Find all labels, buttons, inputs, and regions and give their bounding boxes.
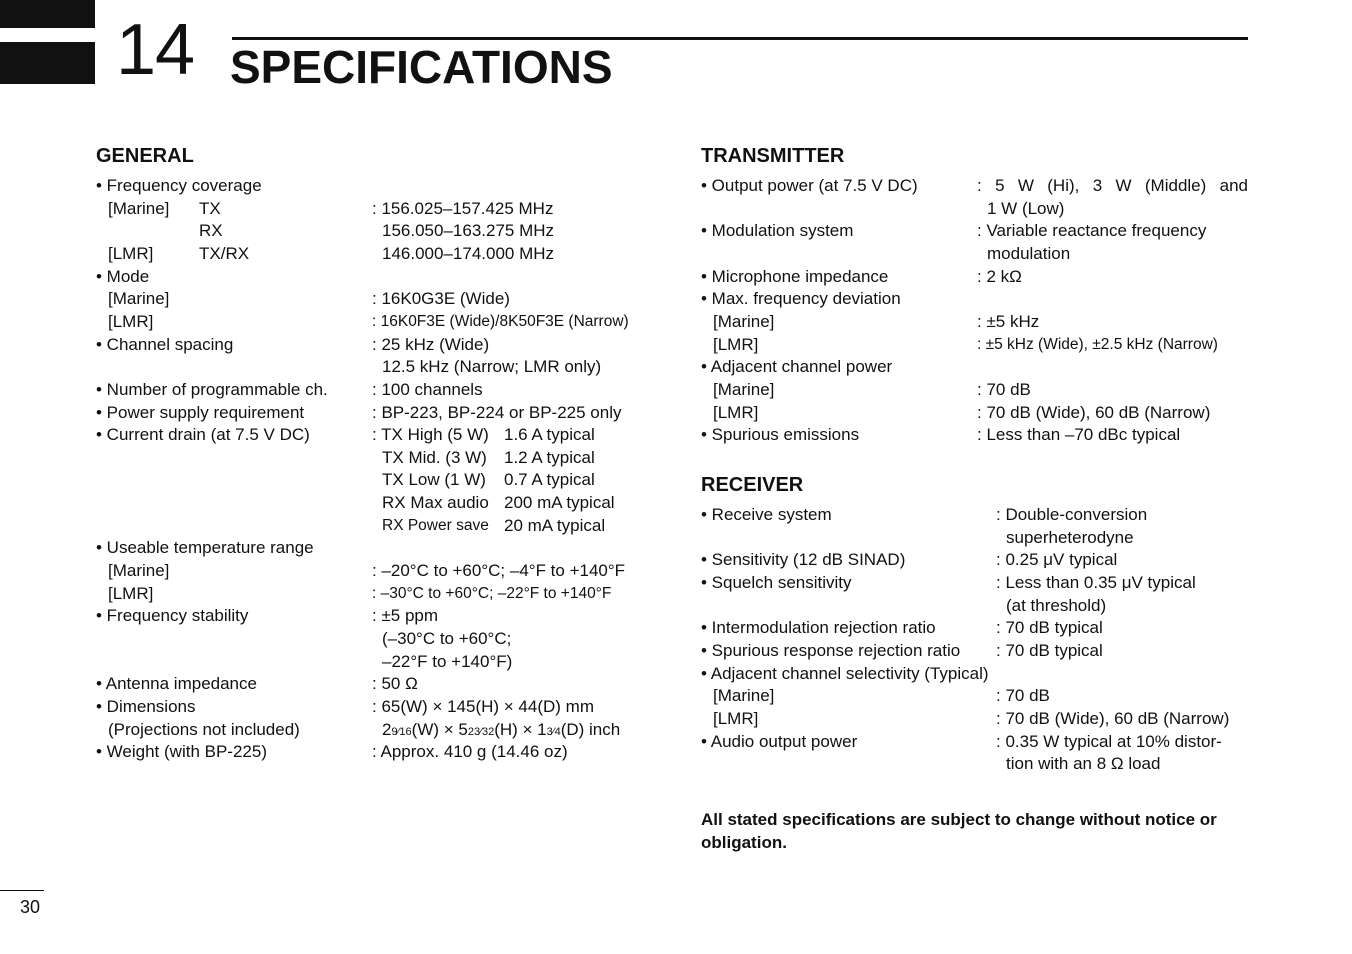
spec-label: • Useable temperature range (96, 538, 314, 557)
receiver-heading: RECEIVER (701, 474, 804, 496)
spec-value: : 70 dB (Wide), 60 dB (Narrow) (977, 403, 1211, 422)
spec-label: • Output power (at 7.5 V DC) (701, 176, 918, 195)
spec-value: : Approx. 410 g (14.46 oz) (372, 742, 568, 761)
spec-value: 156.050–163.275 MHz (382, 221, 555, 240)
spec-value: : Variable reactance frequency (977, 221, 1207, 240)
chapter-number: 14 (116, 10, 195, 90)
current-value: 1.2 A typical (504, 448, 595, 467)
spec-label: [LMR] (108, 584, 154, 603)
spec-label: • Modulation system (701, 221, 854, 240)
spec-label: • Max. frequency deviation (701, 289, 901, 308)
fraction: 23⁄32 (467, 726, 495, 738)
spec-sublabel: TX/RX (199, 244, 250, 263)
spec-label: [LMR] (713, 403, 759, 422)
spec-label: • Intermodulation rejection ratio (701, 618, 936, 637)
current-mode: RX Max audio (382, 493, 489, 512)
spec-value: : 5 W (Hi), 3 W (Middle) and (977, 176, 1248, 195)
spec-value: : –20°C to +60°C; –4°F to +140°F (372, 561, 626, 580)
spec-label: [Marine] (713, 686, 775, 705)
spec-label: • Receive system (701, 505, 832, 524)
spec-value: : 156.025–157.425 MHz (372, 199, 554, 218)
spec-label: • Squelch sensitivity (701, 573, 852, 592)
spec-label: • Weight (with BP-225) (96, 742, 267, 761)
current-value: 20 mA typical (504, 516, 606, 535)
spec-label: • Spurious emissions (701, 425, 860, 444)
spec-value: : Less than 0.35 μV typical (996, 573, 1196, 592)
current-mode: TX Low (1 W) (382, 470, 486, 489)
spec-label: [Marine] (713, 312, 775, 331)
chapter-tab-top (0, 0, 95, 28)
spec-value: : 25 kHz (Wide) (372, 335, 490, 354)
spec-sublabel: RX (199, 221, 223, 240)
footer-rule (0, 890, 44, 891)
transmitter-heading: TRANSMITTER (701, 145, 845, 167)
spec-value: : 50 Ω (372, 674, 418, 693)
spec-value: : 70 dB (Wide), 60 dB (Narrow) (996, 709, 1230, 728)
spec-label: [Marine] (108, 561, 170, 580)
spec-value: : 16K0F3E (Wide)/8K50F3E (Narrow) (372, 313, 629, 330)
spec-value: 12.5 kHz (Narrow; LMR only) (382, 357, 602, 376)
spec-label: • Adjacent channel power (701, 357, 893, 376)
spec-label: [LMR] (713, 709, 759, 728)
spec-value: : ±5 kHz (Wide), ±2.5 kHz (Narrow) (977, 336, 1218, 353)
spec-value (382, 719, 620, 743)
current-value: 0.7 A typical (504, 470, 595, 489)
spec-label: • Microphone impedance (701, 267, 889, 286)
spec-value: –22°F to +140°F) (382, 652, 513, 671)
spec-value: superheterodyne (1006, 528, 1134, 547)
disclaimer-note: All stated specifications are subject to change without notice or obligation. (701, 810, 1217, 852)
page-number: 30 (20, 897, 41, 917)
current-mode: TX Mid. (3 W) (382, 448, 487, 467)
spec-value: (–30°C to +60°C; (382, 629, 512, 648)
spec-value: : Less than –70 dBc typical (977, 425, 1181, 444)
spec-value: tion with an 8 Ω load (1006, 754, 1161, 773)
chapter-title: SPECIFICATIONS (230, 41, 613, 93)
value-part: (H) × 1 (494, 720, 547, 739)
title-rule (232, 37, 1248, 40)
spec-label: • Frequency stability (96, 606, 249, 625)
spec-label: • Number of programmable ch. (96, 380, 328, 399)
spec-value: 1 W (Low) (987, 199, 1065, 218)
spec-label: • Antenna impedance (96, 674, 257, 693)
spec-label: • Audio output power (701, 732, 858, 751)
spec-value: : 70 dB (996, 686, 1050, 705)
spec-label: • Adjacent channel selectivity (Typical) (701, 664, 989, 683)
spec-value: : 0.35 W typical at 10% distor- (996, 732, 1222, 751)
spec-label: (Projections not included) (108, 720, 300, 739)
spec-value: 146.000–174.000 MHz (382, 244, 555, 263)
spec-label: [Marine] (713, 380, 775, 399)
spec-label: • Mode (96, 267, 150, 286)
spec-value: : 100 channels (372, 380, 483, 399)
current-value: 1.6 A typical (504, 425, 595, 444)
general-heading: GENERAL (96, 145, 194, 167)
spec-label: • Sensitivity (12 dB SINAD) (701, 550, 906, 569)
spec-value: : 65(W) × 145(H) × 44(D) mm (372, 697, 594, 716)
fraction: 3⁄4 (546, 726, 561, 738)
spec-label: [LMR] (108, 244, 154, 263)
spec-label: • Dimensions (96, 697, 196, 716)
chapter-tab-marker (0, 42, 95, 84)
current-mode: : TX High (5 W) (372, 425, 489, 444)
spec-value: : 70 dB typical (996, 641, 1103, 660)
spec-value: : 2 kΩ (977, 267, 1022, 286)
value-part: (D) inch (560, 720, 621, 739)
spec-label: • Channel spacing (96, 335, 234, 354)
spec-label: • Spurious response rejection ratio (701, 641, 961, 660)
spec-label: • Current drain (at 7.5 V DC) (96, 425, 310, 444)
spec-label: [LMR] (713, 335, 759, 354)
spec-value: : Double-conversion (996, 505, 1148, 524)
spec-sublabel: TX (199, 199, 221, 218)
value-part: 2 (382, 720, 392, 739)
spec-label: • Frequency coverage (96, 176, 262, 195)
spec-value: : BP-223, BP-224 or BP-225 only (372, 403, 622, 422)
spec-value: : 16K0G3E (Wide) (372, 289, 510, 308)
spec-value: : –30°C to +60°C; –22°F to +140°F (372, 585, 612, 602)
spec-value: : 0.25 μV typical (996, 550, 1118, 569)
spec-value: : ±5 ppm (372, 606, 439, 625)
spec-label: [LMR] (108, 312, 154, 331)
current-mode: RX Power save (382, 517, 489, 534)
spec-value: : 70 dB (977, 380, 1031, 399)
spec-value: : 70 dB typical (996, 618, 1103, 637)
spec-label: [Marine] (108, 199, 170, 218)
spec-label: [Marine] (108, 289, 170, 308)
spec-value: : ±5 kHz (977, 312, 1040, 331)
current-value: 200 mA typical (504, 493, 615, 512)
spec-value: modulation (987, 244, 1071, 263)
fraction: 9⁄16 (391, 726, 412, 738)
value-part: (W) × 5 (411, 720, 468, 739)
spec-value: (at threshold) (1006, 596, 1107, 615)
spec-label: • Power supply requirement (96, 403, 305, 422)
